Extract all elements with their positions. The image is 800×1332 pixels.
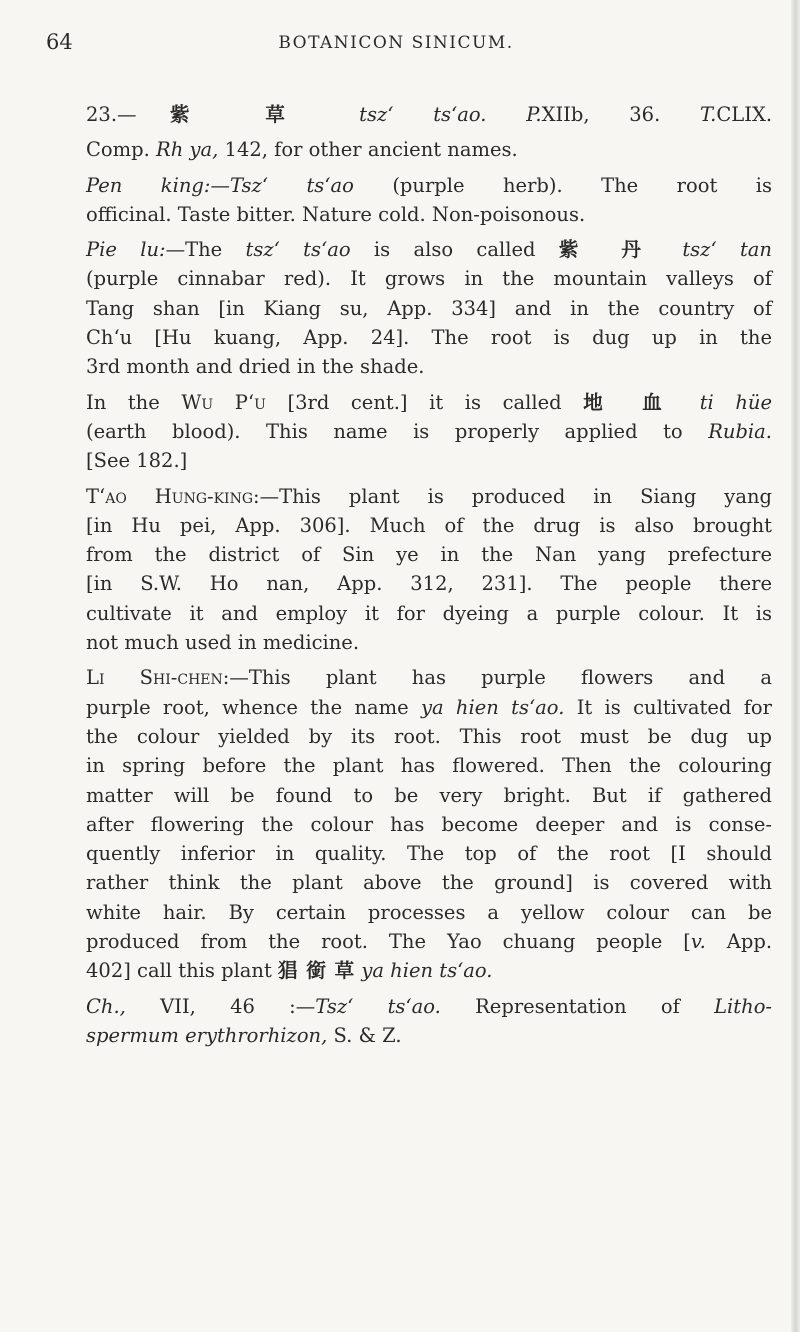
comp-reference: Rh ya,: [156, 138, 219, 162]
paragraph-li-shi-chen: Li Shi-chen:—This plant has purple flowers and a purple root, whence the name ya hien ts‘ao. It is cultivated for the colour yielded by its root. This root must be dug up in spring before the plant has flowered. Then the colouring matter will be found to be very bright. But if gathered after flowering the colour has become deeper and is conse- quently inferior in quality. The top of the root [I should rather think the plant above the ground] is covered with white hair. By certain processes a yellow colour can be produced from the root. The Yao chuang people [v. App. 402] call this plant 猖 銜 草 ya hien ts‘ao.: [86, 666, 773, 983]
paragraph-wu-pu: In the Wu P‘u [3rd cent.] it is called 地 血 ti hüe (earth blood). This name is properly applied to Rubia. [See 182.]: [86, 390, 773, 473]
page-header: [46, 30, 746, 58]
paragraph-pen-king: Pen king:—Tsz‘ ts‘ao (purple herb). The root is officinal. Taste bitter. Nature cold. Non-poisonous.: [86, 173, 772, 226]
page-edge-shadow: [791, 0, 800, 1332]
entry-chinese-characters: 紫 草: [136, 103, 320, 126]
species-name-part2: spermum erythrorhizon,: [86, 1023, 328, 1047]
paragraph-tao-hung-king: T‘ao Hung-king:—This plant is produced in Siang yang [in Hu pei, App. 306]. Much of the drug is also brought from the district of Sin ye in the Nan yang prefecture [in S.W. Ho nan, App. 312, 231]. The people there cultivate it and employ it for dyeing a purple colour. It is not much used in medicine.: [86, 484, 772, 655]
ref-book-t: T.: [700, 103, 717, 126]
page-body: [60, 100, 772, 1050]
species-authors: S. & Z.: [333, 1023, 402, 1047]
page-number: 64: [46, 30, 73, 54]
paragraph-comp: [60, 135, 772, 164]
pen-king-term: Tsz‘ ts‘ao: [229, 173, 354, 197]
entry-number: 23.: [86, 103, 118, 126]
ref-location-t: CLIX.: [716, 103, 773, 126]
tao-hung-king-name: T‘ao Hung-king: [86, 484, 254, 508]
li-shi-chen-name: Li Shi-chen: [86, 666, 223, 690]
wu-pu-name: Wu P‘u: [181, 390, 266, 414]
comp-label: Comp.: [86, 138, 150, 162]
entry-romanized-name: tsz‘ ts‘ao.: [359, 103, 487, 126]
species-name-part1: Litho-: [714, 994, 773, 1018]
ref-location-p: XIIb, 36.: [541, 103, 661, 126]
pie-lu-chinese-characters: 紫 丹: [558, 238, 659, 262]
paragraph-pie-lu: Pie lu:—The tsz‘ ts‘ao is also called 紫 丹 tsz‘ tan (purple cinnabar red). It grows in the mountain valleys of Tang shan [in Kiang su, App. 334] and in the country of Ch‘u [Hu kuang, App. 24]. The root is dug up in the 3rd month and dried in the shade.: [86, 238, 772, 379]
wu-pu-chinese-characters: 地 血: [583, 390, 679, 414]
ch-reference: Ch.,: [86, 994, 126, 1018]
pen-king-label: Pen king:: [86, 173, 211, 197]
entry-heading: [60, 100, 772, 129]
pie-lu-label: Pie lu:: [86, 238, 166, 262]
comp-text: 142, for other ancient names.: [224, 138, 518, 162]
li-shi-chen-chinese-characters: 猖 銜 草: [278, 959, 356, 983]
entry-heading-line: 23.—紫 草 tsz‘ ts‘ao. P.XIIb, 36. T.CLIX.: [86, 103, 773, 126]
running-head: BOTANICON SINICUM.: [278, 33, 514, 53]
ref-book-p: P.: [526, 103, 542, 126]
paragraph-ch-reference: Ch., VII, 46 :—Tsz‘ ts‘ao. Representation of Litho- spermum erythrorhizon, S. & Z.: [86, 994, 773, 1047]
